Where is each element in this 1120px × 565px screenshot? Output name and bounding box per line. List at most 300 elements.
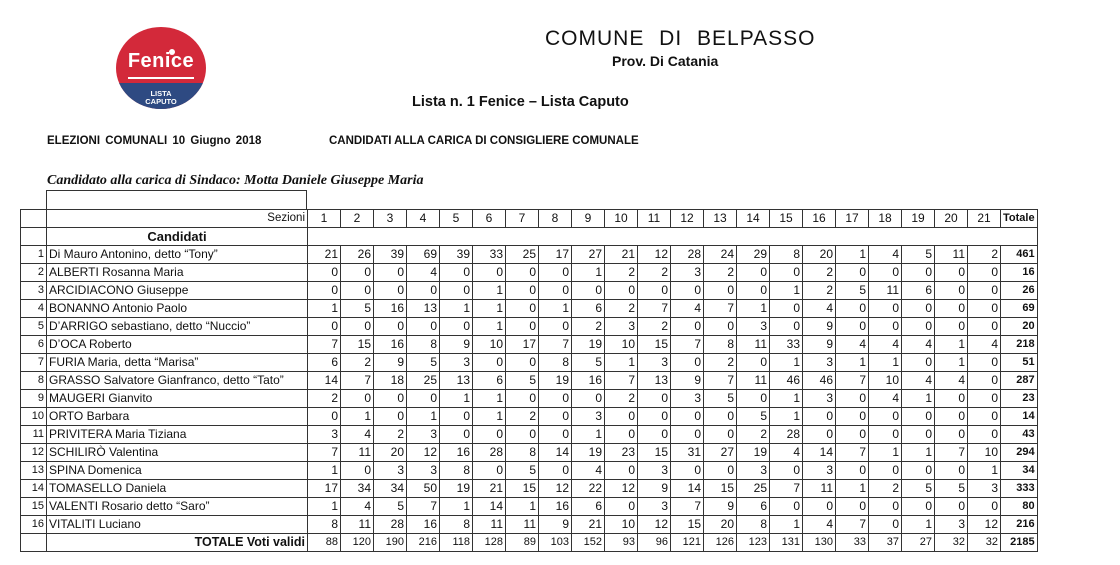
vote-cell: 0	[968, 408, 1001, 426]
vote-cell: 5	[902, 246, 935, 264]
vote-cell: 25	[737, 480, 770, 498]
vote-cell: 2	[968, 246, 1001, 264]
vote-cell: 28	[374, 516, 407, 534]
vote-cell: 28	[671, 246, 704, 264]
candidate-number: 4	[21, 300, 47, 318]
section-header: 5	[440, 210, 473, 228]
vote-cell: 4	[671, 300, 704, 318]
section-header: 1	[308, 210, 341, 228]
vote-cell: 0	[770, 462, 803, 480]
vote-cell: 28	[473, 444, 506, 462]
blank-cell	[836, 228, 869, 246]
vote-cell: 1	[770, 354, 803, 372]
vote-cell: 2	[605, 264, 638, 282]
section-header: 16	[803, 210, 836, 228]
candidate-name: FURIA Maria, detta “Marisa”	[47, 354, 308, 372]
table-row	[21, 390, 1038, 408]
section-header: 15	[770, 210, 803, 228]
vote-cell: 11	[737, 336, 770, 354]
vote-cell: 1	[836, 354, 869, 372]
vote-cell: 3	[737, 318, 770, 336]
candidate-total: 287	[1001, 372, 1038, 390]
votes-table	[20, 209, 1038, 552]
vote-cell: 5	[902, 480, 935, 498]
vote-cell: 0	[770, 318, 803, 336]
table-row	[21, 282, 1038, 300]
vote-cell: 5	[506, 372, 539, 390]
table-row	[21, 318, 1038, 336]
vote-cell: 0	[440, 264, 473, 282]
candidate-total: 43	[1001, 426, 1038, 444]
vote-cell: 15	[671, 516, 704, 534]
vote-cell: 17	[506, 336, 539, 354]
vote-cell: 15	[704, 480, 737, 498]
blank-cell	[803, 228, 836, 246]
vote-cell: 7	[770, 480, 803, 498]
vote-cell: 0	[605, 462, 638, 480]
vote-cell: 9	[440, 336, 473, 354]
blank-cell	[902, 228, 935, 246]
vote-cell: 7	[341, 372, 374, 390]
vote-cell: 1	[836, 480, 869, 498]
vote-cell: 0	[968, 426, 1001, 444]
vote-cell: 0	[902, 264, 935, 282]
vote-cell: 0	[671, 408, 704, 426]
logo-name: Fenice	[127, 50, 195, 72]
vote-cell: 0	[506, 426, 539, 444]
vote-cell: 13	[407, 300, 440, 318]
vote-cell: 0	[407, 318, 440, 336]
blank-cell	[440, 228, 473, 246]
candidate-name: SCHILIRÒ Valentina	[47, 444, 308, 462]
vote-cell: 0	[605, 408, 638, 426]
vote-cell: 2	[737, 426, 770, 444]
vote-cell: 9	[671, 372, 704, 390]
logo-subtitle	[116, 90, 206, 106]
vote-cell: 3	[374, 462, 407, 480]
vote-cell: 0	[605, 426, 638, 444]
vote-cell: 1	[770, 390, 803, 408]
vote-cell: 0	[539, 318, 572, 336]
vote-cell: 0	[638, 426, 671, 444]
vote-cell: 1	[440, 390, 473, 408]
vote-cell: 0	[374, 408, 407, 426]
vote-cell: 2	[803, 264, 836, 282]
vote-cell: 0	[605, 282, 638, 300]
vote-cell: 7	[407, 498, 440, 516]
vote-cell: 0	[341, 318, 374, 336]
blank-cell	[407, 228, 440, 246]
vote-cell: 0	[308, 282, 341, 300]
candidate-name: VITALITI Luciano	[47, 516, 308, 534]
vote-cell: 15	[638, 336, 671, 354]
candidati-label: Candidati	[47, 228, 308, 246]
vote-cell: 0	[836, 408, 869, 426]
vote-cell: 7	[836, 516, 869, 534]
vote-cell: 20	[374, 444, 407, 462]
vote-cell: 8	[704, 336, 737, 354]
vote-cell: 6	[572, 300, 605, 318]
vote-cell: 6	[902, 282, 935, 300]
vote-cell: 3	[803, 462, 836, 480]
vote-cell: 7	[671, 498, 704, 516]
vote-cell: 0	[671, 282, 704, 300]
vote-cell: 11	[869, 282, 902, 300]
vote-cell: 12	[407, 444, 440, 462]
section-header: 11	[638, 210, 671, 228]
vote-cell: 4	[869, 246, 902, 264]
vote-cell: 12	[539, 480, 572, 498]
candidate-total: 218	[1001, 336, 1038, 354]
vote-cell: 0	[869, 516, 902, 534]
vote-cell: 7	[539, 336, 572, 354]
sindaco-candidate: Candidato alla carica di Sindaco: Motta Daniele Giuseppe Maria	[47, 173, 424, 188]
section-total: 126	[704, 534, 737, 552]
candidate-total: 14	[1001, 408, 1038, 426]
vote-cell: 19	[572, 336, 605, 354]
section-header: 8	[539, 210, 572, 228]
blank-cell	[704, 228, 737, 246]
table-row	[21, 408, 1038, 426]
blank-cell	[308, 228, 341, 246]
section-header: 20	[935, 210, 968, 228]
vote-cell: 5	[935, 480, 968, 498]
vote-cell: 0	[935, 318, 968, 336]
vote-cell: 5	[506, 462, 539, 480]
vote-cell: 1	[869, 354, 902, 372]
vote-cell: 8	[440, 462, 473, 480]
section-header: 10	[605, 210, 638, 228]
vote-cell: 0	[902, 354, 935, 372]
vote-cell: 2	[341, 354, 374, 372]
candidate-name: MAUGERI Gianvito	[47, 390, 308, 408]
vote-cell: 0	[935, 426, 968, 444]
vote-cell: 31	[671, 444, 704, 462]
vote-cell: 4	[341, 426, 374, 444]
vote-cell: 0	[869, 264, 902, 282]
vote-cell: 21	[605, 246, 638, 264]
candidate-total: 216	[1001, 516, 1038, 534]
vote-cell: 17	[539, 246, 572, 264]
vote-cell: 1	[902, 444, 935, 462]
vote-cell: 12	[605, 480, 638, 498]
vote-cell: 9	[704, 498, 737, 516]
vote-cell: 0	[968, 390, 1001, 408]
blank-cell	[473, 228, 506, 246]
vote-cell: 27	[704, 444, 737, 462]
vote-cell: 3	[440, 354, 473, 372]
vote-cell: 5	[341, 300, 374, 318]
vote-cell: 20	[704, 516, 737, 534]
vote-cell: 1	[902, 390, 935, 408]
vote-cell: 8	[770, 246, 803, 264]
vote-cell: 1	[308, 498, 341, 516]
vote-cell: 0	[737, 390, 770, 408]
vote-cell: 34	[374, 480, 407, 498]
vote-cell: 0	[407, 390, 440, 408]
candidate-number: 1	[21, 246, 47, 264]
vote-cell: 1	[572, 264, 605, 282]
vote-cell: 10	[605, 516, 638, 534]
vote-cell: 0	[968, 282, 1001, 300]
vote-cell: 9	[803, 336, 836, 354]
table-row	[21, 516, 1038, 534]
vote-cell: 9	[374, 354, 407, 372]
vote-cell: 2	[638, 264, 671, 282]
vote-cell: 0	[902, 462, 935, 480]
vote-cell: 0	[440, 318, 473, 336]
section-total: 190	[374, 534, 407, 552]
candidate-name: ORTO Barbara	[47, 408, 308, 426]
vote-cell: 14	[803, 444, 836, 462]
vote-cell: 0	[440, 408, 473, 426]
vote-cell: 1	[473, 408, 506, 426]
vote-cell: 8	[440, 516, 473, 534]
vote-cell: 0	[341, 264, 374, 282]
vote-cell: 0	[968, 264, 1001, 282]
section-header: 17	[836, 210, 869, 228]
vote-cell: 2	[704, 264, 737, 282]
vote-cell: 0	[704, 408, 737, 426]
vote-cell: 3	[935, 516, 968, 534]
vote-cell: 0	[671, 318, 704, 336]
blank-cell	[770, 228, 803, 246]
vote-cell: 21	[308, 246, 341, 264]
vote-cell: 0	[935, 300, 968, 318]
vote-cell: 4	[968, 336, 1001, 354]
vote-cell: 0	[308, 264, 341, 282]
candidate-name: SPINA Domenica	[47, 462, 308, 480]
vote-cell: 0	[704, 426, 737, 444]
vote-cell: 3	[638, 462, 671, 480]
vote-cell: 4	[572, 462, 605, 480]
provincia-subtitle: Prov. Di Catania	[612, 53, 719, 69]
vote-cell: 16	[440, 444, 473, 462]
section-total: 152	[572, 534, 605, 552]
vote-cell: 0	[506, 300, 539, 318]
vote-cell: 0	[506, 318, 539, 336]
section-total: 27	[902, 534, 935, 552]
vote-cell: 15	[638, 444, 671, 462]
blank-cell	[671, 228, 704, 246]
vote-cell: 0	[836, 318, 869, 336]
vote-cell: 0	[473, 354, 506, 372]
vote-cell: 0	[737, 264, 770, 282]
section-total: 103	[539, 534, 572, 552]
vote-cell: 10	[869, 372, 902, 390]
candidate-name: PRIVITERA Maria Tiziana	[47, 426, 308, 444]
section-total: 32	[968, 534, 1001, 552]
vote-cell: 15	[341, 336, 374, 354]
vote-cell: 16	[374, 336, 407, 354]
blank-cell	[968, 228, 1001, 246]
section-total: 128	[473, 534, 506, 552]
vote-cell: 24	[704, 246, 737, 264]
section-header: 7	[506, 210, 539, 228]
candidate-number: 9	[21, 390, 47, 408]
vote-cell: 0	[704, 462, 737, 480]
section-header: 3	[374, 210, 407, 228]
candidate-number: 13	[21, 462, 47, 480]
vote-cell: 0	[671, 462, 704, 480]
vote-cell: 0	[902, 408, 935, 426]
vote-cell: 4	[902, 336, 935, 354]
logo-sub-line2: CAPUTO	[145, 97, 177, 106]
section-total: 118	[440, 534, 473, 552]
vote-cell: 4	[803, 300, 836, 318]
logo-underline	[128, 77, 194, 79]
totals-row	[21, 534, 1038, 552]
blank-cell	[572, 228, 605, 246]
vote-cell: 14	[539, 444, 572, 462]
vote-cell: 0	[605, 498, 638, 516]
section-total: 32	[935, 534, 968, 552]
vote-cell: 0	[506, 390, 539, 408]
candidate-total: 333	[1001, 480, 1038, 498]
totals-label: TOTALE Voti validi	[47, 534, 308, 552]
vote-cell: 0	[869, 462, 902, 480]
vote-cell: 0	[539, 390, 572, 408]
vote-cell: 0	[671, 354, 704, 372]
vote-cell: 7	[605, 372, 638, 390]
vote-cell: 11	[341, 444, 374, 462]
vote-cell: 0	[770, 264, 803, 282]
vote-cell: 20	[803, 246, 836, 264]
blank-cell	[935, 228, 968, 246]
vote-cell: 7	[704, 372, 737, 390]
table-row	[21, 354, 1038, 372]
candidate-number: 3	[21, 282, 47, 300]
vote-cell: 25	[407, 372, 440, 390]
vote-cell: 6	[572, 498, 605, 516]
vote-cell: 0	[506, 354, 539, 372]
vote-cell: 0	[737, 354, 770, 372]
vote-cell: 0	[374, 318, 407, 336]
vote-cell: 8	[308, 516, 341, 534]
vote-cell: 5	[572, 354, 605, 372]
vote-cell: 33	[770, 336, 803, 354]
vote-cell: 0	[803, 498, 836, 516]
vote-cell: 2	[605, 390, 638, 408]
grand-total: 2185	[1001, 534, 1038, 552]
vote-cell: 13	[638, 372, 671, 390]
vote-cell: 1	[572, 426, 605, 444]
vote-cell: 21	[572, 516, 605, 534]
candidate-number: 2	[21, 264, 47, 282]
vote-cell: 8	[737, 516, 770, 534]
vote-cell: 1	[308, 462, 341, 480]
vote-cell: 4	[902, 372, 935, 390]
vote-cell: 6	[473, 372, 506, 390]
vote-cell: 1	[440, 300, 473, 318]
vote-cell: 46	[803, 372, 836, 390]
vote-cell: 4	[770, 444, 803, 462]
vote-cell: 1	[407, 408, 440, 426]
candidate-number: 11	[21, 426, 47, 444]
vote-cell: 0	[968, 354, 1001, 372]
section-total: 89	[506, 534, 539, 552]
vote-cell: 1	[770, 282, 803, 300]
vote-cell: 19	[440, 480, 473, 498]
vote-cell: 9	[803, 318, 836, 336]
vote-cell: 2	[605, 300, 638, 318]
vote-cell: 2	[803, 282, 836, 300]
table-row	[21, 480, 1038, 498]
vote-cell: 0	[638, 390, 671, 408]
vote-cell: 0	[341, 282, 374, 300]
candidate-name: TOMASELLO Daniela	[47, 480, 308, 498]
vote-cell: 0	[836, 462, 869, 480]
table-row	[21, 462, 1038, 480]
section-total: 96	[638, 534, 671, 552]
vote-cell: 2	[374, 426, 407, 444]
vote-cell: 39	[440, 246, 473, 264]
vote-cell: 0	[539, 426, 572, 444]
vote-cell: 11	[737, 372, 770, 390]
vote-cell: 0	[968, 300, 1001, 318]
section-header: 4	[407, 210, 440, 228]
vote-cell: 0	[704, 318, 737, 336]
vote-cell: 1	[935, 336, 968, 354]
vote-cell: 9	[638, 480, 671, 498]
candidate-total: 80	[1001, 498, 1038, 516]
vote-cell: 0	[341, 462, 374, 480]
vote-cell: 0	[572, 282, 605, 300]
vote-cell: 34	[341, 480, 374, 498]
vote-cell: 4	[869, 390, 902, 408]
vote-cell: 0	[572, 390, 605, 408]
vote-cell: 19	[737, 444, 770, 462]
logo-sub-line1: LISTA	[150, 89, 172, 98]
vote-cell: 0	[869, 426, 902, 444]
vote-cell: 0	[935, 390, 968, 408]
vote-cell: 25	[506, 246, 539, 264]
section-total: 120	[341, 534, 374, 552]
vote-cell: 0	[506, 282, 539, 300]
vote-cell: 0	[539, 462, 572, 480]
candidate-total: 23	[1001, 390, 1038, 408]
vote-cell: 4	[407, 264, 440, 282]
table-row	[21, 264, 1038, 282]
vote-cell: 0	[836, 390, 869, 408]
vote-cell: 5	[836, 282, 869, 300]
vote-cell: 0	[539, 264, 572, 282]
comune-title: COMUNE DI BELPASSO	[545, 27, 816, 50]
candidate-total: 26	[1001, 282, 1038, 300]
candidate-number: 12	[21, 444, 47, 462]
vote-cell: 0	[638, 408, 671, 426]
candidate-name: GRASSO Salvatore Gianfranco, detto “Tato”	[47, 372, 308, 390]
vote-cell: 0	[407, 282, 440, 300]
vote-cell: 0	[902, 498, 935, 516]
vote-cell: 46	[770, 372, 803, 390]
vote-cell: 0	[803, 426, 836, 444]
vote-cell: 0	[671, 426, 704, 444]
vote-cell: 0	[539, 282, 572, 300]
vote-cell: 2	[704, 354, 737, 372]
vote-cell: 0	[473, 462, 506, 480]
candidate-total: 16	[1001, 264, 1038, 282]
candidate-number: 6	[21, 336, 47, 354]
vote-cell: 0	[770, 498, 803, 516]
vote-cell: 1	[902, 516, 935, 534]
vote-cell: 3	[407, 462, 440, 480]
table-row	[21, 444, 1038, 462]
vote-cell: 4	[935, 372, 968, 390]
section-header: 2	[341, 210, 374, 228]
vote-cell: 14	[473, 498, 506, 516]
vote-cell: 11	[341, 516, 374, 534]
